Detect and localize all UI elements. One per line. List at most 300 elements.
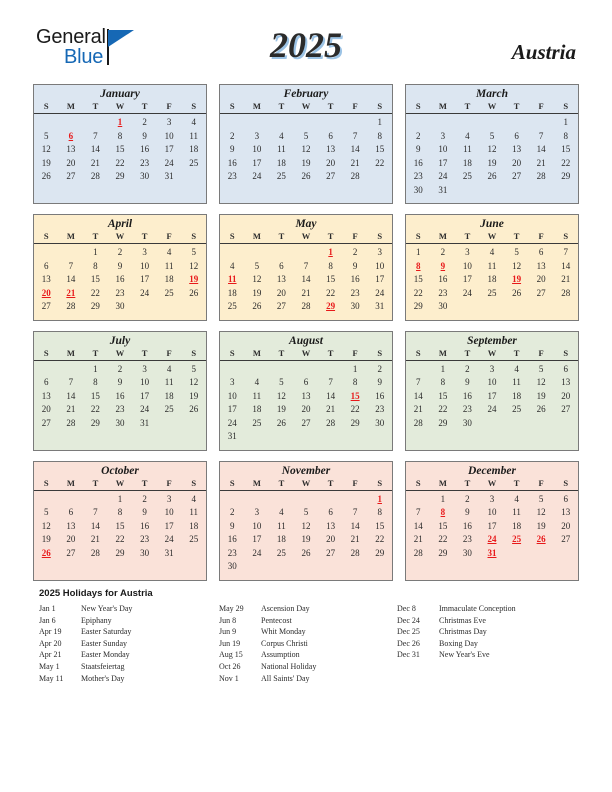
day-cell[interactable]: 26: [301, 171, 311, 181]
day-cell[interactable]: 20: [66, 534, 76, 544]
day-cell[interactable]: 24: [438, 171, 448, 181]
day-cell[interactable]: 24: [252, 171, 262, 181]
day-cell[interactable]: 2: [440, 247, 446, 257]
day-cell[interactable]: 7: [68, 260, 74, 271]
day-cell[interactable]: 4: [191, 493, 196, 504]
day-cell[interactable]: 30: [375, 417, 385, 428]
day-cell[interactable]: 13: [561, 377, 571, 387]
day-cell[interactable]: 21: [413, 534, 423, 544]
day-cell[interactable]: 14: [326, 390, 336, 401]
day-cell[interactable]: 27: [66, 547, 76, 558]
day-cell-holiday[interactable]: 8: [440, 507, 446, 517]
day-cell[interactable]: 23: [140, 534, 150, 544]
day-cell[interactable]: 28: [90, 547, 100, 558]
day-cell[interactable]: 5: [489, 130, 495, 141]
day-cell[interactable]: 28: [301, 301, 311, 311]
day-cell[interactable]: 27: [301, 417, 311, 428]
day-cell[interactable]: 14: [301, 274, 311, 284]
day-cell[interactable]: 5: [303, 507, 309, 517]
day-cell[interactable]: 24: [462, 287, 472, 298]
day-cell[interactable]: 13: [66, 520, 76, 531]
day-cell[interactable]: 27: [41, 301, 51, 311]
day-cell[interactable]: 30: [140, 171, 150, 181]
day-cell[interactable]: 19: [301, 157, 311, 168]
day-cell[interactable]: 30: [350, 301, 360, 311]
day-cell[interactable]: 30: [140, 547, 150, 558]
day-cell[interactable]: 23: [227, 171, 237, 181]
day-cell[interactable]: 7: [93, 130, 98, 141]
day-cell[interactable]: 17: [140, 390, 150, 401]
day-cell[interactable]: 26: [536, 404, 546, 414]
day-cell[interactable]: 28: [536, 171, 546, 181]
day-cell[interactable]: 17: [252, 157, 262, 168]
day-cell[interactable]: 26: [512, 287, 522, 298]
day-cell[interactable]: 9: [230, 144, 235, 154]
day-cell[interactable]: 22: [375, 534, 385, 544]
day-cell[interactable]: 5: [191, 363, 196, 374]
day-cell[interactable]: 29: [115, 547, 125, 558]
day-cell[interactable]: 16: [227, 157, 237, 168]
day-cell[interactable]: 24: [252, 547, 262, 558]
day-cell[interactable]: 11: [252, 390, 262, 401]
day-cell[interactable]: 20: [326, 534, 336, 544]
day-cell[interactable]: 5: [44, 130, 49, 141]
day-cell[interactable]: 25: [276, 547, 286, 558]
day-cell[interactable]: 2: [465, 493, 470, 504]
day-cell[interactable]: 4: [279, 130, 284, 141]
day-cell[interactable]: 28: [66, 301, 76, 311]
day-cell[interactable]: 3: [230, 377, 235, 387]
day-cell[interactable]: 11: [512, 377, 521, 387]
day-cell[interactable]: 15: [90, 274, 100, 284]
day-cell[interactable]: 9: [416, 144, 421, 154]
day-cell[interactable]: 16: [140, 144, 150, 154]
day-cell[interactable]: 17: [375, 274, 385, 284]
day-cell[interactable]: 25: [462, 171, 472, 181]
day-cell[interactable]: 3: [489, 363, 495, 374]
day-cell[interactable]: 18: [164, 390, 174, 401]
day-cell[interactable]: 26: [487, 171, 497, 181]
day-cell[interactable]: 18: [252, 404, 262, 414]
day-cell[interactable]: 19: [487, 157, 497, 168]
day-cell[interactable]: 8: [328, 260, 333, 271]
day-cell[interactable]: 8: [93, 260, 98, 271]
day-cell-holiday[interactable]: 19: [512, 274, 522, 284]
day-cell[interactable]: 22: [90, 287, 100, 298]
day-cell[interactable]: 8: [377, 130, 382, 141]
day-cell[interactable]: 22: [350, 404, 360, 414]
day-cell-holiday[interactable]: 20: [41, 287, 51, 298]
day-cell[interactable]: 4: [166, 247, 172, 257]
day-cell[interactable]: 21: [90, 157, 100, 168]
day-cell[interactable]: 30: [462, 547, 472, 558]
day-cell-holiday[interactable]: 6: [68, 130, 74, 141]
day-cell[interactable]: 9: [117, 377, 123, 387]
day-cell-holiday[interactable]: 15: [350, 390, 360, 401]
day-cell-holiday[interactable]: 26: [41, 547, 51, 558]
day-cell[interactable]: 31: [164, 171, 174, 181]
day-cell[interactable]: 7: [303, 260, 309, 271]
day-cell[interactable]: 17: [462, 274, 472, 284]
day-cell[interactable]: 5: [514, 247, 519, 257]
day-cell[interactable]: 7: [538, 130, 544, 141]
day-cell[interactable]: 18: [487, 274, 497, 284]
day-cell[interactable]: 11: [463, 144, 472, 154]
day-cell[interactable]: 18: [276, 534, 286, 544]
day-cell[interactable]: 29: [90, 301, 100, 311]
day-cell[interactable]: 22: [326, 287, 336, 298]
day-cell[interactable]: 26: [189, 404, 199, 414]
day-cell[interactable]: 11: [277, 144, 286, 154]
day-cell[interactable]: 16: [438, 274, 448, 284]
day-cell[interactable]: 18: [512, 520, 522, 531]
day-cell[interactable]: 1: [563, 117, 568, 127]
day-cell[interactable]: 22: [375, 157, 385, 168]
day-cell[interactable]: 25: [252, 417, 262, 428]
day-cell[interactable]: 9: [377, 377, 382, 387]
day-cell[interactable]: 9: [465, 377, 470, 387]
day-cell[interactable]: 28: [90, 171, 100, 181]
day-cell[interactable]: 4: [514, 363, 519, 374]
day-cell[interactable]: 27: [276, 301, 286, 311]
day-cell[interactable]: 23: [375, 404, 385, 414]
day-cell[interactable]: 10: [375, 260, 385, 271]
day-cell[interactable]: 7: [68, 377, 74, 387]
day-cell[interactable]: 19: [41, 534, 51, 544]
day-cell[interactable]: 1: [352, 363, 358, 374]
day-cell[interactable]: 5: [191, 247, 196, 257]
day-cell[interactable]: 14: [66, 390, 76, 401]
day-cell[interactable]: 27: [561, 404, 571, 414]
day-cell[interactable]: 24: [375, 287, 385, 298]
day-cell[interactable]: 13: [326, 144, 336, 154]
day-cell[interactable]: 15: [375, 520, 385, 531]
day-cell[interactable]: 19: [276, 404, 286, 414]
day-cell[interactable]: 15: [561, 144, 571, 154]
day-cell[interactable]: 3: [440, 130, 446, 141]
day-cell[interactable]: 20: [41, 404, 51, 414]
day-cell[interactable]: 21: [66, 404, 76, 414]
day-cell[interactable]: 11: [189, 507, 199, 517]
day-cell[interactable]: 18: [164, 274, 174, 284]
day-cell[interactable]: 20: [326, 157, 336, 168]
day-cell[interactable]: 23: [413, 171, 423, 181]
day-cell[interactable]: 4: [254, 377, 260, 387]
day-cell[interactable]: 21: [350, 157, 360, 168]
day-cell[interactable]: 5: [303, 130, 309, 141]
day-cell-holiday[interactable]: 26: [536, 534, 546, 544]
day-cell[interactable]: 23: [462, 404, 472, 414]
day-cell[interactable]: 6: [68, 507, 74, 517]
day-cell[interactable]: 28: [66, 417, 76, 428]
day-cell[interactable]: 20: [512, 157, 522, 168]
day-cell[interactable]: 19: [189, 390, 199, 401]
day-cell[interactable]: 20: [276, 287, 286, 298]
day-cell[interactable]: 12: [41, 520, 51, 531]
day-cell[interactable]: 13: [301, 390, 311, 401]
day-cell[interactable]: 26: [276, 417, 286, 428]
day-cell[interactable]: 2: [377, 363, 382, 374]
day-cell[interactable]: 3: [142, 363, 147, 374]
day-cell[interactable]: 13: [536, 260, 546, 271]
day-cell[interactable]: 21: [350, 534, 360, 544]
day-cell[interactable]: 7: [563, 247, 568, 257]
day-cell[interactable]: 19: [536, 520, 546, 531]
day-cell[interactable]: 9: [117, 260, 123, 271]
day-cell[interactable]: 2: [117, 363, 123, 374]
day-cell[interactable]: 31: [164, 547, 174, 558]
day-cell[interactable]: 1: [416, 247, 421, 257]
day-cell[interactable]: 16: [462, 390, 472, 401]
day-cell[interactable]: 20: [561, 520, 571, 531]
day-cell[interactable]: 2: [117, 247, 123, 257]
day-cell[interactable]: 13: [561, 507, 571, 517]
day-cell-holiday[interactable]: 11: [228, 274, 237, 284]
day-cell[interactable]: 29: [438, 547, 448, 558]
day-cell[interactable]: 23: [438, 287, 448, 298]
day-cell[interactable]: 23: [350, 287, 360, 298]
day-cell[interactable]: 16: [375, 390, 385, 401]
day-cell[interactable]: 8: [377, 507, 382, 517]
day-cell[interactable]: 6: [563, 363, 568, 374]
day-cell[interactable]: 3: [254, 130, 260, 141]
day-cell[interactable]: 9: [465, 507, 470, 517]
day-cell[interactable]: 20: [536, 274, 546, 284]
day-cell[interactable]: 14: [350, 144, 360, 154]
day-cell-holiday[interactable]: 8: [416, 260, 421, 271]
day-cell[interactable]: 22: [561, 157, 571, 168]
day-cell[interactable]: 6: [328, 130, 333, 141]
day-cell[interactable]: 11: [164, 377, 174, 387]
day-cell[interactable]: 4: [489, 247, 495, 257]
day-cell[interactable]: 12: [276, 390, 286, 401]
day-cell[interactable]: 7: [93, 507, 98, 517]
day-cell[interactable]: 17: [487, 520, 497, 531]
day-cell[interactable]: 3: [166, 493, 172, 504]
day-cell[interactable]: 10: [252, 144, 262, 154]
day-cell[interactable]: 23: [462, 534, 472, 544]
day-cell[interactable]: 1: [93, 363, 98, 374]
day-cell[interactable]: 10: [140, 260, 150, 271]
day-cell[interactable]: 1: [117, 493, 123, 504]
day-cell[interactable]: 26: [252, 301, 262, 311]
day-cell[interactable]: 29: [350, 417, 360, 428]
day-cell[interactable]: 24: [140, 404, 150, 414]
day-cell[interactable]: 3: [254, 507, 260, 517]
day-cell[interactable]: 10: [140, 377, 150, 387]
day-cell[interactable]: 6: [279, 260, 284, 271]
day-cell[interactable]: 14: [350, 520, 360, 531]
day-cell[interactable]: 10: [164, 507, 174, 517]
day-cell[interactable]: 17: [487, 390, 497, 401]
day-cell[interactable]: 12: [301, 520, 311, 531]
day-cell[interactable]: 30: [227, 561, 237, 571]
day-cell[interactable]: 7: [416, 377, 421, 387]
day-cell[interactable]: 14: [66, 274, 76, 284]
day-cell[interactable]: 4: [166, 363, 172, 374]
day-cell[interactable]: 5: [44, 507, 49, 517]
day-cell[interactable]: 21: [561, 274, 571, 284]
day-cell[interactable]: 1: [440, 493, 446, 504]
day-cell[interactable]: 11: [189, 130, 199, 141]
day-cell[interactable]: 25: [189, 534, 199, 544]
day-cell[interactable]: 3: [142, 247, 147, 257]
day-cell[interactable]: 13: [512, 144, 522, 154]
day-cell[interactable]: 27: [326, 547, 336, 558]
day-cell[interactable]: 16: [140, 520, 150, 531]
day-cell[interactable]: 30: [115, 301, 125, 311]
day-cell[interactable]: 12: [536, 377, 546, 387]
day-cell[interactable]: 26: [301, 547, 311, 558]
day-cell[interactable]: 14: [536, 144, 546, 154]
day-cell[interactable]: 8: [563, 130, 568, 141]
day-cell[interactable]: 17: [164, 520, 174, 531]
day-cell[interactable]: 19: [41, 157, 51, 168]
day-cell[interactable]: 12: [41, 144, 51, 154]
day-cell[interactable]: 23: [115, 287, 125, 298]
day-cell-holiday[interactable]: 25: [512, 534, 522, 544]
day-cell[interactable]: 5: [279, 377, 284, 387]
day-cell[interactable]: 10: [438, 144, 448, 154]
day-cell[interactable]: 30: [115, 417, 125, 428]
day-cell[interactable]: 15: [90, 390, 100, 401]
day-cell[interactable]: 14: [413, 390, 423, 401]
day-cell[interactable]: 26: [189, 287, 199, 298]
day-cell[interactable]: 10: [487, 507, 497, 517]
day-cell[interactable]: 29: [90, 417, 100, 428]
day-cell[interactable]: 10: [227, 390, 237, 401]
day-cell[interactable]: 21: [326, 404, 336, 414]
day-cell[interactable]: 5: [254, 260, 260, 271]
day-cell[interactable]: 10: [462, 260, 472, 271]
day-cell[interactable]: 16: [227, 534, 237, 544]
day-cell[interactable]: 2: [230, 507, 235, 517]
day-cell[interactable]: 18: [276, 157, 286, 168]
day-cell[interactable]: 17: [140, 274, 150, 284]
day-cell[interactable]: 19: [301, 534, 311, 544]
day-cell[interactable]: 21: [536, 157, 546, 168]
day-cell[interactable]: 6: [44, 260, 49, 271]
day-cell[interactable]: 27: [326, 171, 336, 181]
day-cell[interactable]: 8: [117, 130, 123, 141]
day-cell[interactable]: 8: [93, 377, 98, 387]
day-cell[interactable]: 25: [227, 301, 237, 311]
day-cell[interactable]: 20: [561, 390, 571, 401]
day-cell[interactable]: 24: [140, 287, 150, 298]
day-cell[interactable]: 27: [66, 171, 76, 181]
day-cell[interactable]: 15: [375, 144, 385, 154]
day-cell[interactable]: 21: [301, 287, 311, 298]
day-cell[interactable]: 14: [413, 520, 423, 531]
day-cell[interactable]: 18: [189, 144, 199, 154]
day-cell[interactable]: 10: [164, 130, 174, 141]
day-cell[interactable]: 2: [142, 493, 147, 504]
day-cell-holiday[interactable]: 1: [377, 493, 382, 504]
day-cell[interactable]: 1: [440, 363, 446, 374]
day-cell[interactable]: 8: [440, 377, 446, 387]
day-cell[interactable]: 27: [536, 287, 546, 298]
day-cell[interactable]: 4: [191, 117, 196, 127]
day-cell[interactable]: 1: [93, 247, 98, 257]
day-cell[interactable]: 3: [377, 247, 382, 257]
day-cell[interactable]: 6: [328, 507, 333, 517]
day-cell[interactable]: 8: [352, 377, 358, 387]
day-cell[interactable]: 15: [326, 274, 336, 284]
day-cell[interactable]: 20: [301, 404, 311, 414]
day-cell[interactable]: 22: [413, 287, 423, 298]
day-cell[interactable]: 2: [142, 117, 147, 127]
day-cell[interactable]: 18: [189, 520, 199, 531]
day-cell[interactable]: 12: [512, 260, 522, 271]
day-cell[interactable]: 6: [514, 130, 519, 141]
day-cell[interactable]: 28: [350, 171, 360, 181]
day-cell[interactable]: 23: [115, 404, 125, 414]
day-cell[interactable]: 22: [115, 534, 125, 544]
day-cell[interactable]: 11: [512, 507, 521, 517]
day-cell[interactable]: 15: [413, 274, 423, 284]
day-cell-holiday[interactable]: 29: [326, 301, 336, 311]
day-cell[interactable]: 13: [41, 274, 51, 284]
day-cell[interactable]: 13: [326, 520, 336, 531]
day-cell[interactable]: 4: [230, 260, 235, 271]
day-cell[interactable]: 27: [561, 534, 571, 544]
day-cell[interactable]: 9: [352, 260, 358, 271]
day-cell[interactable]: 15: [438, 520, 448, 531]
day-cell[interactable]: 16: [115, 274, 125, 284]
day-cell[interactable]: 3: [166, 117, 172, 127]
day-cell[interactable]: 2: [352, 247, 358, 257]
day-cell[interactable]: 31: [375, 301, 385, 311]
day-cell[interactable]: 24: [487, 404, 497, 414]
day-cell[interactable]: 10: [252, 520, 262, 531]
day-cell[interactable]: 23: [227, 547, 237, 558]
day-cell[interactable]: 20: [66, 157, 76, 168]
day-cell[interactable]: 17: [252, 534, 262, 544]
day-cell[interactable]: 28: [413, 417, 423, 428]
day-cell[interactable]: 15: [438, 390, 448, 401]
day-cell[interactable]: 15: [115, 144, 125, 154]
day-cell[interactable]: 31: [438, 184, 448, 195]
day-cell[interactable]: 16: [350, 274, 360, 284]
day-cell[interactable]: 18: [227, 287, 237, 298]
day-cell[interactable]: 12: [536, 507, 546, 517]
day-cell[interactable]: 28: [326, 417, 336, 428]
day-cell[interactable]: 22: [90, 404, 100, 414]
day-cell[interactable]: 14: [90, 520, 100, 531]
day-cell[interactable]: 17: [438, 157, 448, 168]
day-cell[interactable]: 12: [301, 144, 311, 154]
day-cell[interactable]: 24: [164, 534, 174, 544]
day-cell-holiday[interactable]: 9: [440, 260, 446, 271]
day-cell[interactable]: 22: [115, 157, 125, 168]
day-cell[interactable]: 7: [328, 377, 333, 387]
day-cell[interactable]: 6: [563, 493, 568, 504]
day-cell[interactable]: 17: [164, 144, 174, 154]
day-cell[interactable]: 22: [438, 534, 448, 544]
day-cell[interactable]: 3: [489, 493, 495, 504]
day-cell[interactable]: 6: [303, 377, 309, 387]
day-cell[interactable]: 25: [164, 287, 174, 298]
day-cell[interactable]: 21: [413, 404, 423, 414]
day-cell[interactable]: 11: [164, 260, 174, 271]
day-cell[interactable]: 29: [413, 301, 423, 311]
day-cell[interactable]: 25: [512, 404, 522, 414]
day-cell[interactable]: 29: [561, 171, 571, 181]
day-cell[interactable]: 9: [142, 507, 147, 517]
day-cell[interactable]: 14: [561, 260, 571, 271]
day-cell[interactable]: 12: [189, 377, 199, 387]
day-cell[interactable]: 7: [416, 507, 421, 517]
